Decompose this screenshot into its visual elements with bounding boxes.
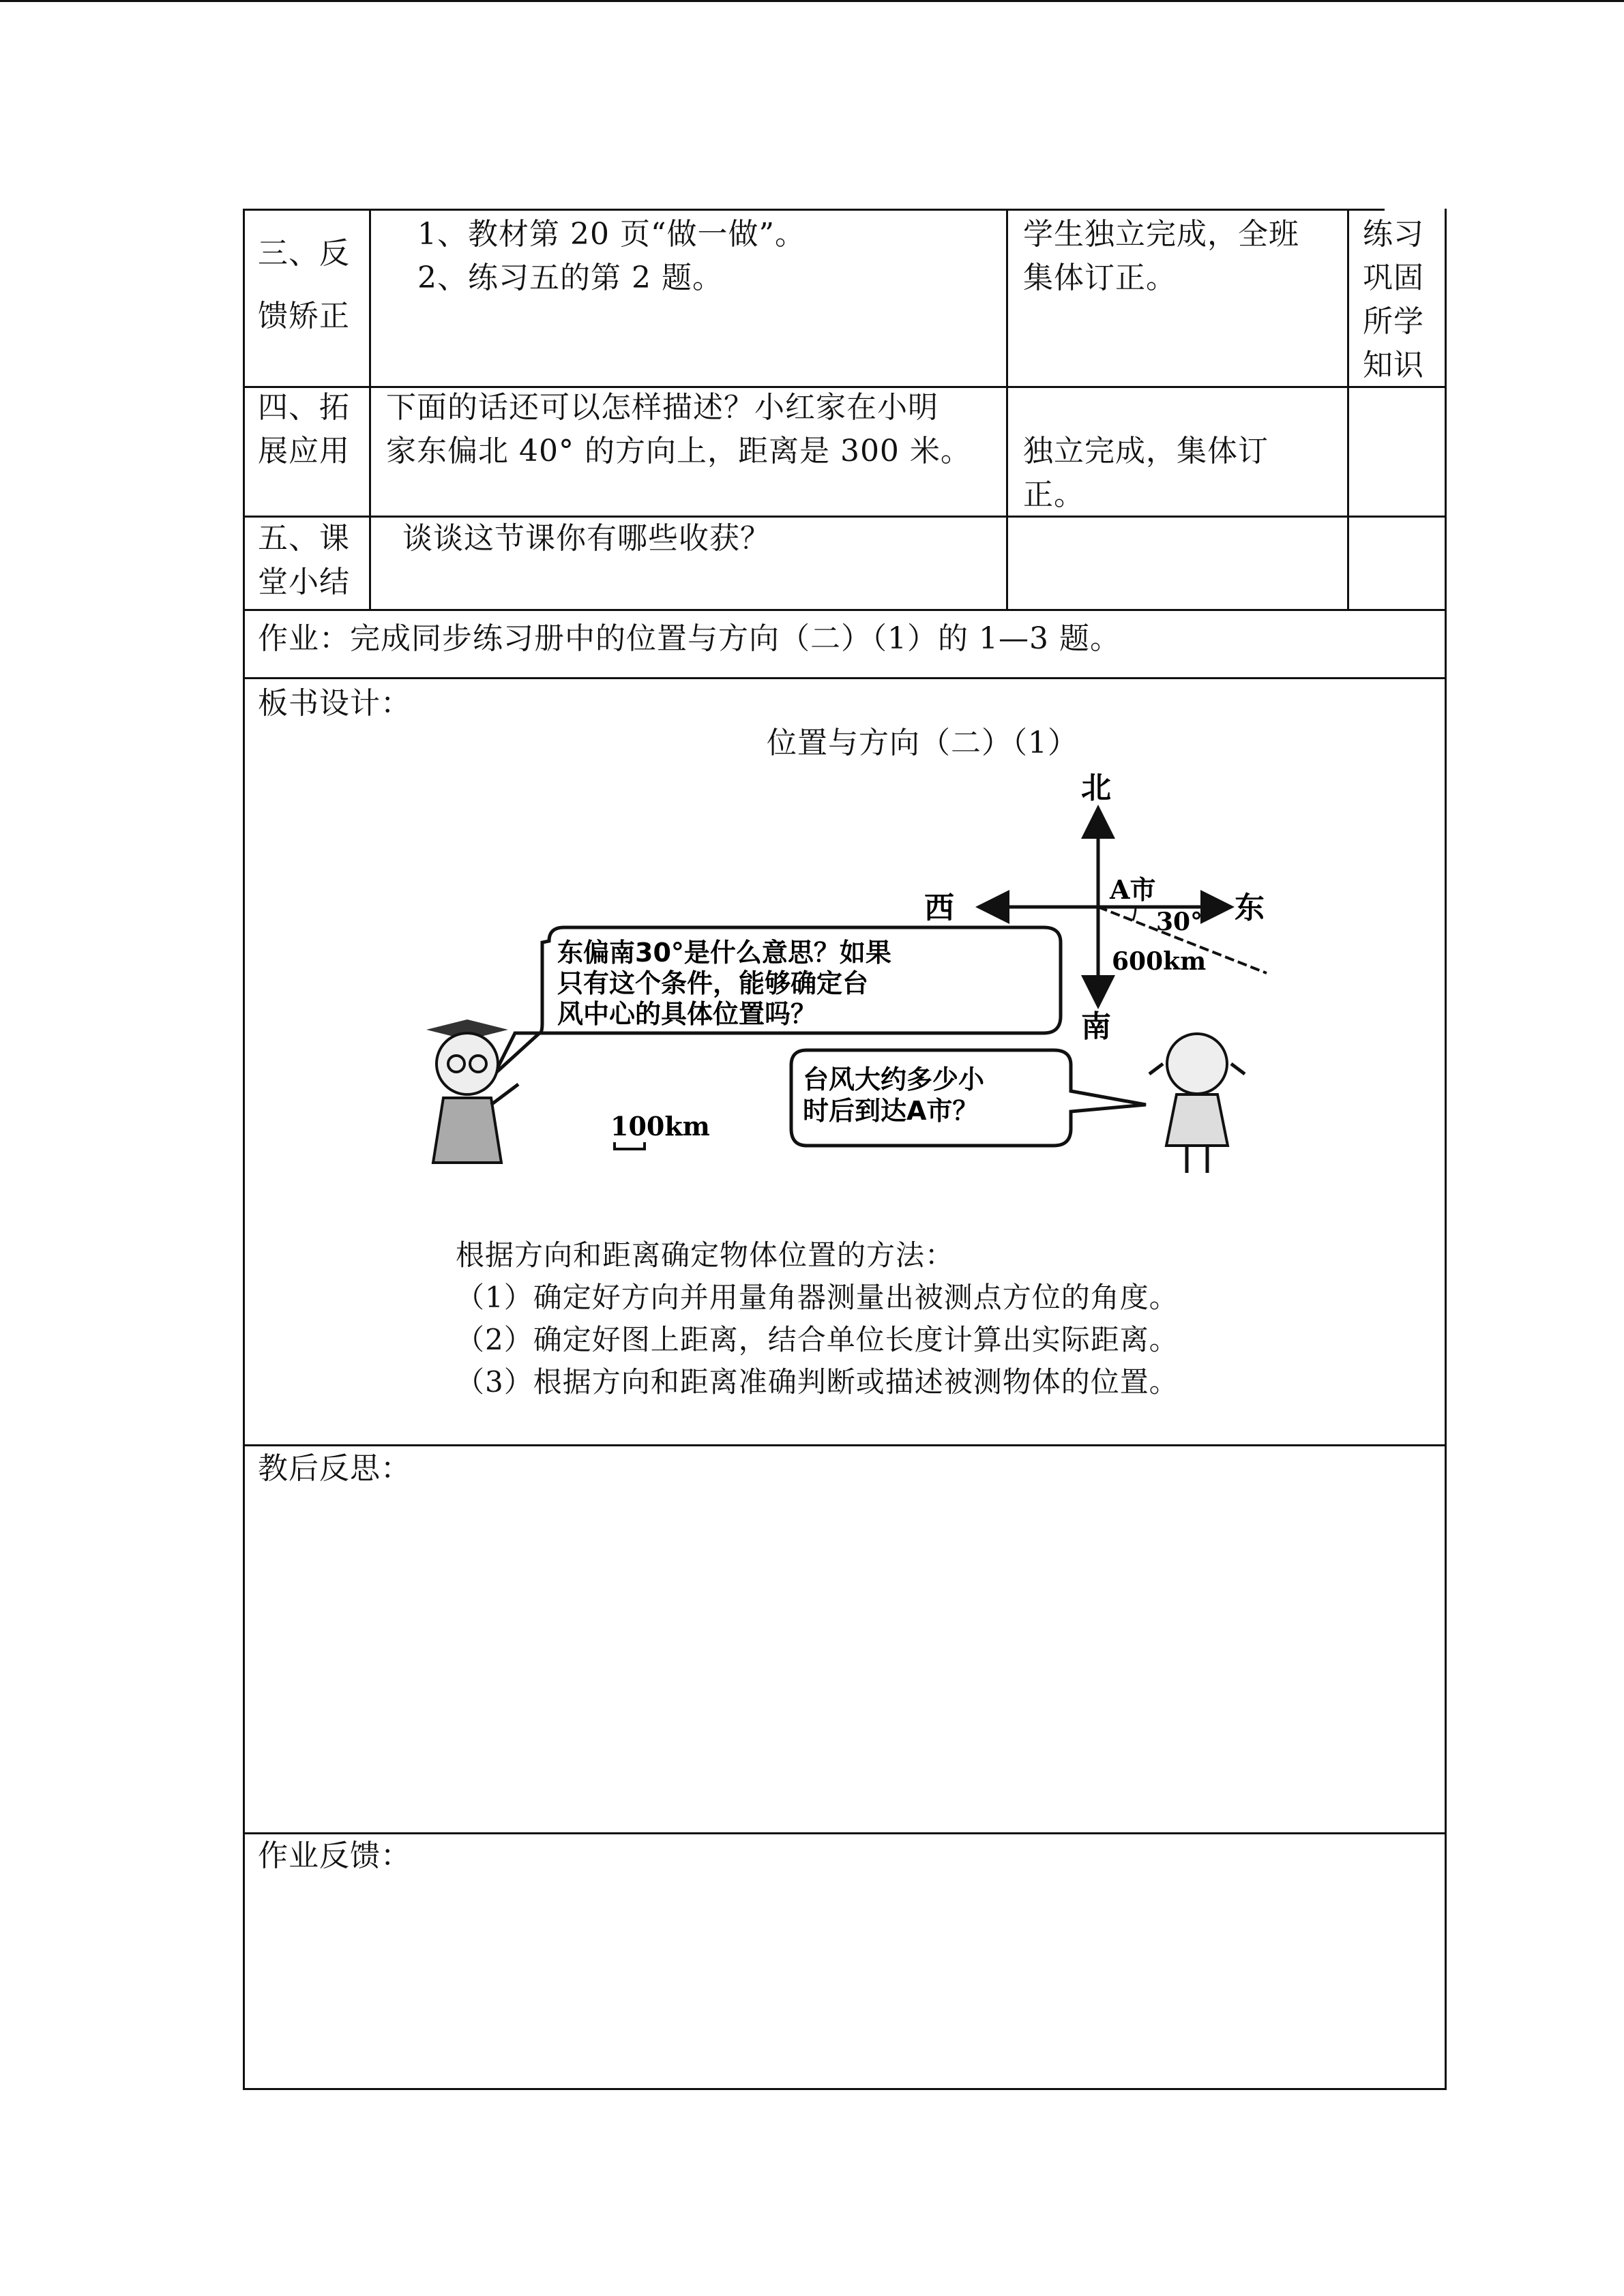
board-design-label: 板书设计： — [258, 686, 411, 721]
method-step-2: （2）确定好图上距离，结合单位长度计算出实际距离。 — [456, 1323, 1179, 1356]
content-extension: 下面的话还可以怎样描述？小红家在小明 家东偏北 40° 的方向上，距离是 300 米。 — [386, 390, 971, 468]
homework-feedback-label: 作业反馈： — [258, 1838, 411, 1873]
method-step-3: （3）根据方向和距离准确判断或描述被测物体的位置。 — [456, 1365, 1179, 1399]
reflection-label: 教后反思： — [258, 1451, 411, 1486]
teacher-bubble-line-1: 东偏南30°是什么意思？如果 — [557, 938, 891, 968]
city-label: A市 — [1110, 874, 1156, 905]
west-label: 西 — [924, 891, 954, 925]
content-summary: 谈谈这节课你有哪些收获？ — [402, 521, 771, 556]
teacher-bubble-line-2: 只有这个条件，能够确定台 — [557, 968, 869, 998]
girl-speech-bubble — [791, 1050, 1146, 1146]
activity-feedback-correction: 学生独立完成，全班 集体订正。 — [1023, 217, 1299, 295]
intent-feedback-correction: 练习 巩固 所学 知识 — [1363, 217, 1424, 383]
stage-feedback-correction: 三、反 馈矫正 — [258, 236, 350, 333]
page-top-border — [0, 0, 1624, 2]
angle-label: 30° — [1156, 908, 1203, 936]
method-title: 根据方向和距离确定物体位置的方法： — [456, 1238, 955, 1272]
scale-bar — [610, 1111, 710, 1149]
activity-extension: 独立完成，集体订 正。 — [1023, 434, 1269, 512]
distance-label: 600km — [1112, 947, 1207, 976]
teacher-cartoon — [426, 1019, 518, 1163]
girl-cartoon — [1149, 1034, 1245, 1173]
stage-extension: 四、拓 展应用 — [258, 390, 350, 468]
girl-bubble-line-1: 台风大约多少小 — [803, 1064, 985, 1094]
teacher-bubble-line-3: 风中心的具体位置吗？ — [557, 999, 817, 1029]
board-title: 位置与方向（二）（1） — [767, 726, 1078, 760]
method-step-1: （1）确定好方向并用量角器测量出被测点方位的角度。 — [456, 1281, 1179, 1314]
stage-summary: 五、课 堂小结 — [258, 521, 350, 599]
homework-text: 作业：完成同步练习册中的位置与方向（二）（1）的 1—3 题。 — [258, 621, 1121, 656]
content-feedback-correction: 1、教材第 20 页“做一做”。 2、练习五的第 2 题。 — [417, 217, 806, 295]
girl-bubble-line-2: 时后到达A市？ — [803, 1096, 979, 1126]
south-label: 南 — [1081, 1009, 1111, 1044]
east-label: 东 — [1235, 891, 1265, 925]
scale-label: 100km — [610, 1111, 710, 1142]
direction-diagram — [406, 764, 1320, 1187]
north-label: 北 — [1081, 771, 1111, 805]
method-block — [456, 1234, 1179, 1403]
